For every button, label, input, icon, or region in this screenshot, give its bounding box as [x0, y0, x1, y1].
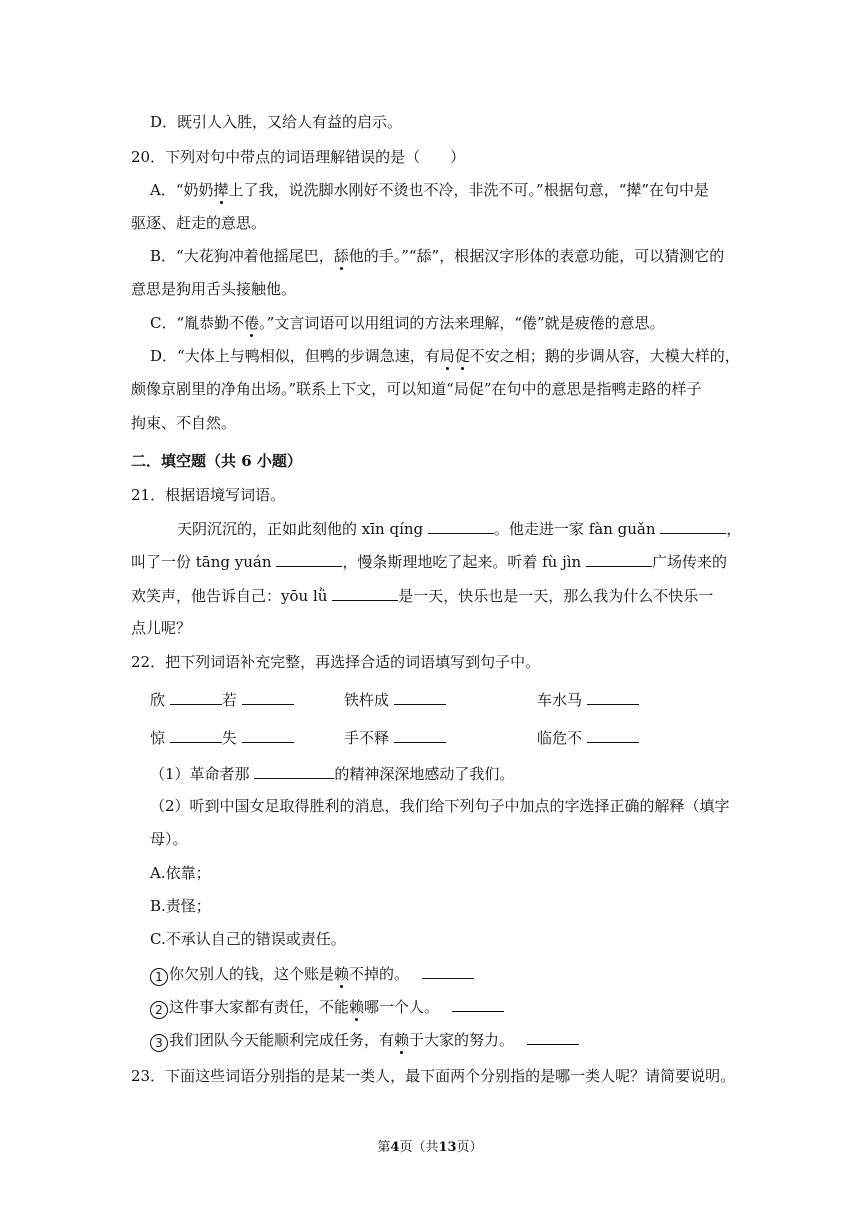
idiom-1 — [150, 689, 294, 710]
q20-stem: 20．下列对句中带点的词语理解错误的是（ ） — [131, 148, 466, 166]
answer-blank[interactable] — [586, 551, 652, 567]
q20-option-d-line3: 拘束、不自然。 — [131, 414, 237, 432]
page-footer — [0, 1139, 860, 1157]
answer-blank[interactable] — [452, 996, 504, 1012]
q19-option-d — [150, 112, 402, 132]
idiom-1-char-b: 若 — [221, 691, 237, 709]
q20-c-dotted-word: 倦 — [244, 314, 260, 332]
answer-blank[interactable] — [394, 689, 446, 705]
q21-pinyin-1: xīn qíng — [361, 520, 424, 538]
q21-pinyin-2: fàn guǎn — [588, 520, 656, 538]
q22-stem: 22．把下列词语补充完整，再选择合适的词语填写到句子中。 — [131, 653, 541, 671]
idiom-2-text: 铁杵成 — [344, 691, 390, 709]
idiom-3-text: 车水马 — [537, 691, 583, 709]
q21-l2-text-b: ，慢条斯理地吃了起来。听着 — [342, 553, 543, 571]
circled-number: 1 — [150, 968, 168, 986]
answer-blank[interactable] — [527, 1029, 579, 1045]
q20-d-pre: D．“大体上与鸭相似，但鸭的步调急速，有 — [150, 347, 440, 365]
q20-option-b-line2: 意思是狗用舌头接触他。 — [131, 280, 297, 298]
item-3-post: 于大家的努力。 — [409, 1031, 515, 1049]
q21-line3 — [131, 585, 713, 606]
q21-line1 — [177, 518, 741, 539]
q22-sub2-line1: （2）听到中国女足取得胜利的消息，我们给下列句子中加点的字选择正确的解释（填字 — [150, 797, 730, 815]
q20-d-post: 不安之相；鹅的步调从容，大模大样的， — [469, 347, 740, 365]
q20-b-pre: B．“大花狗冲着他摇尾巴， — [150, 247, 334, 265]
item-2-post: 哪一个人。 — [364, 998, 440, 1016]
q20-option-a-line2: 驱逐、赶走的意思。 — [131, 214, 267, 232]
item-3-pre: 我们团队今天能顺利完成任务，有 — [169, 1031, 395, 1049]
q20-b-dotted-word: 舔 — [333, 247, 349, 265]
idiom-6-text: 临危不 — [537, 729, 583, 747]
q20-c-pre: C．“胤恭勤不 — [150, 314, 245, 332]
q20-c-post: 。”文言词语可以用组词的方法来理解，“倦”就是疲倦的意思。 — [259, 314, 665, 332]
q20-a-post: 上了我，说洗脚水刚好不烫也不冷，非洗不可。”根据句意，“撵”在句中是 — [228, 181, 710, 199]
idiom-4 — [150, 727, 294, 748]
q20-option-c — [150, 313, 665, 333]
q20-option-d — [150, 346, 740, 366]
answer-blank[interactable] — [394, 727, 446, 743]
answer-blank[interactable] — [587, 727, 639, 743]
q20-option-a — [150, 180, 709, 200]
circled-number: 3 — [150, 1034, 168, 1052]
answer-blank[interactable] — [422, 963, 474, 979]
q21-l1-text-c: ， — [726, 520, 742, 538]
q20-d-dotted-word-1: 局 — [439, 347, 455, 365]
answer-blank[interactable] — [170, 727, 222, 743]
q21-line2 — [131, 551, 727, 572]
q21-l1-text-a: 天阴沉沉的，正如此刻他的 — [177, 520, 362, 538]
sentence-item-3 — [150, 1029, 579, 1052]
q22-sub1 — [150, 763, 514, 784]
footer-mid: 页（共 — [399, 1140, 439, 1155]
answer-blank[interactable] — [332, 585, 398, 601]
q23-stem: 23．下面这些词语分别指的是某一类人，最下面两个分别指的是哪一类人呢？请简要说明。 — [131, 1067, 736, 1085]
answer-blank[interactable] — [242, 689, 294, 705]
q21-l1-text-b: 。他走进一家 — [493, 520, 589, 538]
q21-l2-text-a: 叫了一份 — [131, 553, 196, 571]
q19-option-d-text: D．既引人入胜，又给人有益的启示。 — [150, 113, 403, 131]
current-page-number: 4 — [390, 1140, 400, 1155]
q20-a-dotted-word: 撵 — [213, 181, 229, 199]
q21-pinyin-3: tāng yuán — [195, 553, 272, 571]
q20-option-b — [150, 246, 724, 266]
q20-b-post: 他的手。”“舔”，根据汉字形体的表意功能，可以猜测它的 — [348, 247, 725, 265]
answer-blank[interactable] — [254, 763, 334, 779]
item-1-dotted-char: 赖 — [334, 965, 350, 983]
q21-line4: 点儿呢？ — [131, 619, 192, 637]
total-page-count: 13 — [438, 1140, 457, 1155]
idiom-5-text: 手不释 — [344, 729, 390, 747]
sentence-item-1 — [150, 963, 474, 986]
idiom-3 — [537, 689, 639, 710]
answer-blank[interactable] — [242, 727, 294, 743]
item-3-dotted-char: 赖 — [394, 1031, 410, 1049]
footer-post: 页） — [456, 1140, 483, 1155]
answer-blank[interactable] — [428, 518, 494, 534]
item-1-post: 不掉的。 — [349, 965, 410, 983]
answer-blank[interactable] — [587, 689, 639, 705]
answer-blank[interactable] — [660, 518, 726, 534]
q21-l3-text-b: 是一天，快乐也是一天，那么我为什么不快乐一 — [398, 587, 714, 605]
q21-l2-text-c: 广场传来的 — [651, 553, 727, 571]
sentence-item-2 — [150, 996, 504, 1019]
item-1-pre: 你欠别人的钱，这个账是 — [169, 965, 335, 983]
q20-option-d-line2: 颇像京剧里的净角出场。”联系上下文，可以知道“局促”在句中的意思是指鸭走路的样子 — [131, 380, 702, 398]
option-a: A.依靠； — [150, 864, 211, 882]
answer-blank[interactable] — [276, 551, 342, 567]
idiom-2 — [344, 689, 446, 710]
q22-sub1-text-a: （1）革命者那 — [150, 765, 250, 783]
q20-d-dotted-word-2: 促 — [454, 347, 470, 365]
q21-pinyin-4: fù jìn — [542, 553, 582, 571]
item-2-dotted-char: 赖 — [349, 998, 365, 1016]
idiom-5 — [344, 727, 446, 748]
idiom-4-char-a: 惊 — [150, 729, 166, 747]
q21-l3-text-a: 欢笑声，他告诉自己： — [131, 587, 282, 605]
q22-sub2-line2: 母）。 — [150, 830, 188, 848]
answer-blank[interactable] — [170, 689, 222, 705]
idiom-6 — [537, 727, 639, 748]
option-b: B.责怪； — [150, 897, 211, 915]
option-c: C.不承认自己的错误或责任。 — [150, 930, 346, 948]
idiom-4-char-b: 失 — [221, 729, 237, 747]
circled-number: 2 — [150, 1001, 168, 1019]
q21-pinyin-5: yōu lǜ — [281, 587, 328, 605]
q20-a-pre: A．“奶奶 — [150, 181, 214, 199]
q22-sub1-text-b: 的精神深深地感动了我们。 — [334, 765, 515, 783]
section-heading: 二．填空题（共 6 小题） — [131, 452, 302, 470]
footer-pre: 第 — [377, 1140, 391, 1155]
q21-stem: 21．根据语境写词语。 — [131, 486, 286, 504]
item-2-pre: 这件事大家都有责任，不能 — [169, 998, 350, 1016]
idiom-1-char-a: 欣 — [150, 691, 166, 709]
